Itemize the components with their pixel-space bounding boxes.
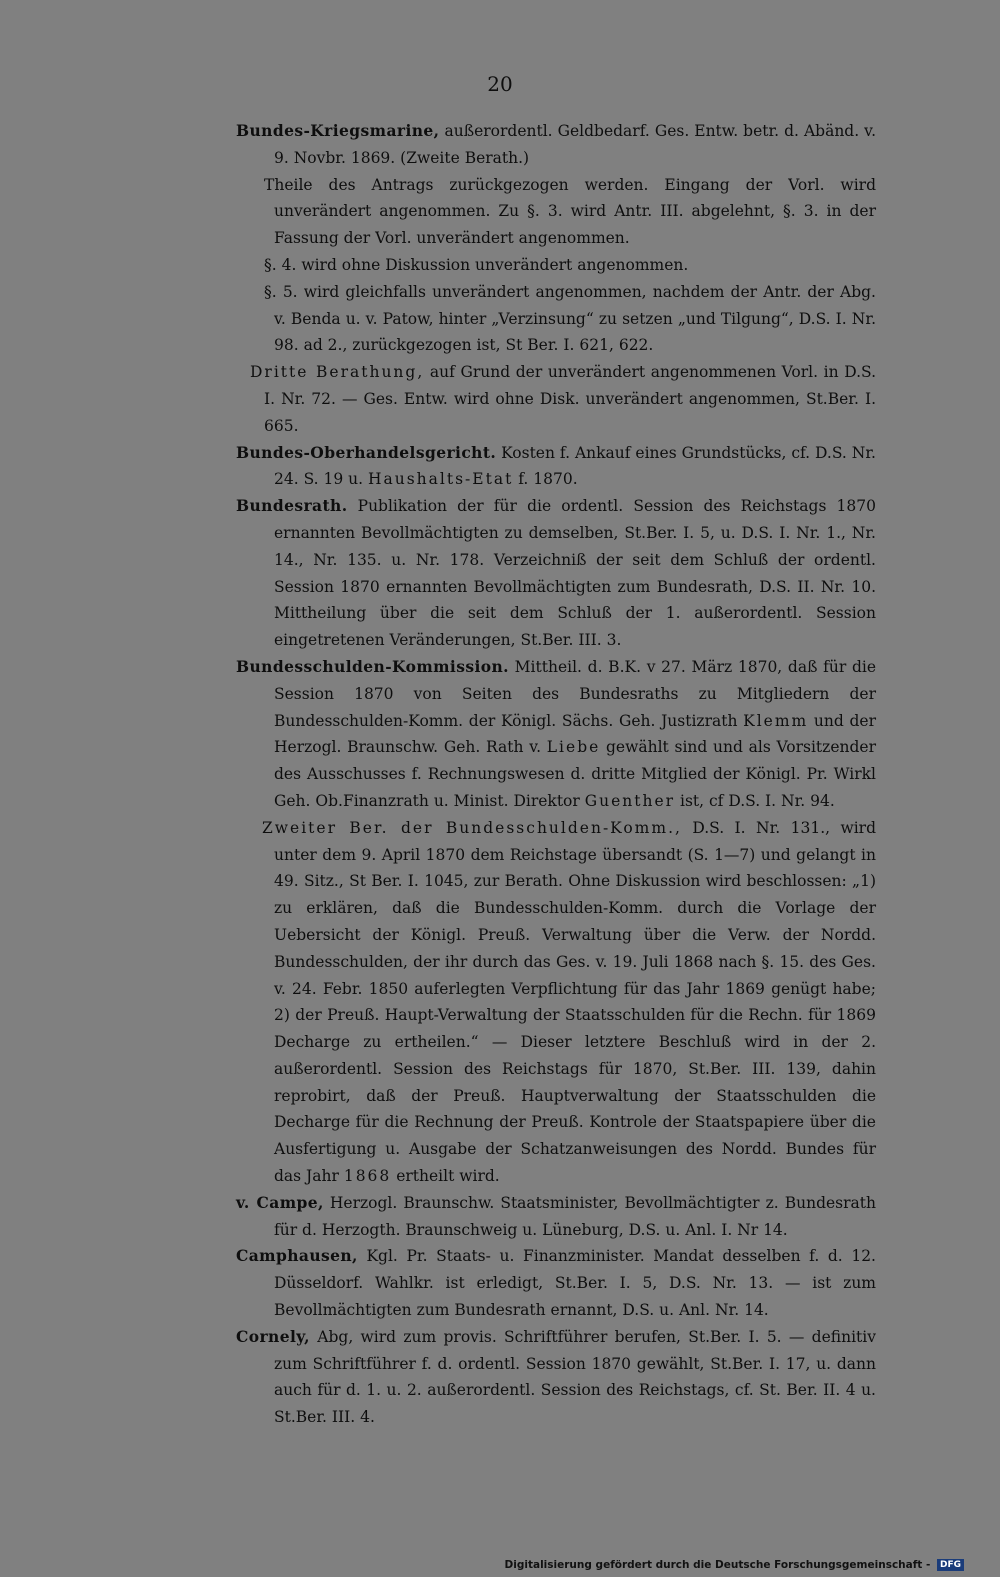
second-report-end: ertheilt wird. [391, 1167, 500, 1186]
entry-bundes-oberhandelsgericht [236, 440, 876, 494]
year: 1868 [343, 1167, 392, 1186]
entry-text: Abg, wird zum provis. Schriftführer berufen, St.Ber. I. 5. — definitiv zum Schriftführer f. d. ordentl. Session 1870 gewählt, St.Ber. I. 17, u. dann auch für d. 1. u. 2. außerordentl. Session des Reichstags, cf. St. Ber. II. 4 u. St.Ber. III. 4. [274, 1327, 876, 1427]
entry-bundesschulden-kommission [236, 654, 876, 1190]
entry-text: Mittheil. d. B.K. v 27. März 1870, daß für die Session 1870 von Seiten des Bundesraths zu Mitgliedern der Bundesschulden-Komm. der Königl. Sächs. Geh. Justizrath [274, 657, 876, 730]
headword: Bundes-Kriegsmarine, [236, 121, 440, 140]
third-reading-label: Dritte Berathung, [250, 363, 425, 382]
headword: Camphausen, [236, 1246, 358, 1266]
entry-bundes-kriegsmarine [236, 118, 876, 440]
entry-text: ist, cf D.S. I. Nr. 94. [675, 791, 835, 810]
cross-reference: Haushalts-Etat [367, 470, 514, 489]
headword: Cornely, [236, 1326, 310, 1346]
entry-cornely [236, 1324, 876, 1431]
entry-campe [236, 1190, 876, 1244]
third-reading-text: auf Grund der unverändert angenommenen Vorl. in D.S. I. Nr. 72. — Ges. Entw. wird ohne Disk. unverändert angenommen, St.Ber. I. 665. [264, 363, 876, 435]
person-name: Guenther [584, 791, 676, 810]
digitization-footer [505, 1559, 964, 1571]
entry-text: Kosten f. Ankauf eines Grundstücks, cf. D.S. Nr. 24. S. 19 u. [274, 443, 876, 489]
sub-paragraph: §. 4. wird ohne Diskussion unverändert angenommen. [264, 255, 689, 274]
person-name: Liebe [546, 738, 601, 757]
person-name: Klemm [743, 711, 809, 730]
sub-paragraph: §. 5. wird gleichfalls unverändert angenommen, nachdem der Antr. der Abg. v. Benda u. v. Patow, hinter „Verzinsung“ zu setzen „und Tilgung“, D.S. I. Nr. 98. ad 2., zurückgezogen ist, St Ber. I. 621, 622. [264, 282, 876, 355]
index-content [236, 118, 876, 1431]
entry-text-end: f. 1870. [513, 470, 578, 489]
second-report-text: D.S. I. Nr. 131., wird unter dem 9. April 1870 dem Reichstage übersandt (S. 1—7) und gelangt in 49. Sitz., St Ber. I. 1045, zur Berath. Ohne Diskussion wird beschlossen: „1) zu erklären, daß die Bundesschulden-Komm. durch die Vorlage der Uebersicht der Königl. Preuß. Verwaltung über die Verw. der Nordd. Bundesschulden, der ihr durch das Ges. v. 19. Juli 1868 nach §. 15. des Ges. v. 24. Febr. 1850 auferlegten Verpflichtung für das Jahr 1869 genügt habe; 2) der Preuß. Haupt-Verwaltung der Staatsschulden für die Rechn. für 1869 Decharge zu ertheilen.“ — Dieser letztere Beschluß wird in der 2. außerordentl. Session des Reichstags für 1870, St.Ber. III. 139, dahin reprobirt, daß der Preuß. Hauptverwaltung der Staatsschulden die Decharge für die Rechnung der Preuß. Kontrole der Staatspapiere über die Ausfertigung u. Ausgabe der Schatzanweisungen des Nordd. Bundes für das Jahr [274, 818, 877, 1186]
entry-bundesrath [236, 493, 876, 654]
entry-text: gewählt sind und als Vorsitzender des Ausschusses f. Rechnungswesen d. dritte Mitglied der Königl. Pr. Wirkl Geh. Ob.Finanzrath u. Minist. Direktor [274, 738, 876, 810]
sub-paragraph: Theile des Antrags zurückgezogen werden. Eingang der Vorl. wird unverändert angenommen. Zu §. 3. wird Antr. III. abgelehnt, §. 3. in der Fassung der Vorl. unverändert angenommen. [264, 175, 876, 248]
headword: Bundesrath. [236, 496, 348, 516]
page-number: 20 [487, 72, 513, 96]
entry-text: und der Herzogl. Braunschw. Geh. Rath v. [274, 711, 876, 757]
footer-text: Digitalisierung gefördert durch die Deutsche Forschungsgemeinschaft - [504, 1559, 931, 1571]
entry-text: Herzogl. Braunschw. Staatsminister, Bevollmächtigter z. Bundesrath für d. Herzogth. Braunschweig u. Lüneburg, D.S. u. Anl. I. Nr 14. [274, 1193, 876, 1239]
entry-text: Publikation der für die ordentl. Session des Reichstags 1870 ernannten Bevollmächtigten zu demselben, St.Ber. I. 5, u. D.S. I. Nr. 1., Nr. 14., Nr. 135. u. Nr. 178. Verzeichniß der seit dem Schluß der ordentl. Session 1870 ernannten Bevollmächtigten zum Bundesrath, D.S. II. Nr. 10. Mittheilung über die seit dem Schluß der 1. außerordentl. Session eingetretenen Veränderungen, St.Ber. III. 3. [274, 497, 876, 650]
entry-text: außerordentl. Geldbedarf. Ges. Entw. betr. d. Abänd. v. 9. Novbr. 1869. (Zweite Berath.) [274, 122, 876, 167]
entry-camphausen [236, 1243, 876, 1323]
headword: Bundes-Oberhandelsgericht. [236, 442, 497, 462]
entry-text: Kgl. Pr. Staats- u. Finanzminister. Mandat desselben f. d. 12. Düsseldorf. Wahlkr. ist erledigt, St.Ber. I. 5, D.S. Nr. 13. — ist zum Bevollmächtigten zum Bundesrath ernannt, D.S. u. Anl. Nr. 14. [274, 1247, 876, 1320]
second-report-label: Zweiter Ber. der Bundesschulden-Komm., [262, 818, 682, 837]
headword: v. Campe, [236, 1192, 324, 1212]
dfg-logo: DFG [937, 1559, 964, 1571]
headword: Bundesschulden-Kommission. [236, 656, 509, 676]
